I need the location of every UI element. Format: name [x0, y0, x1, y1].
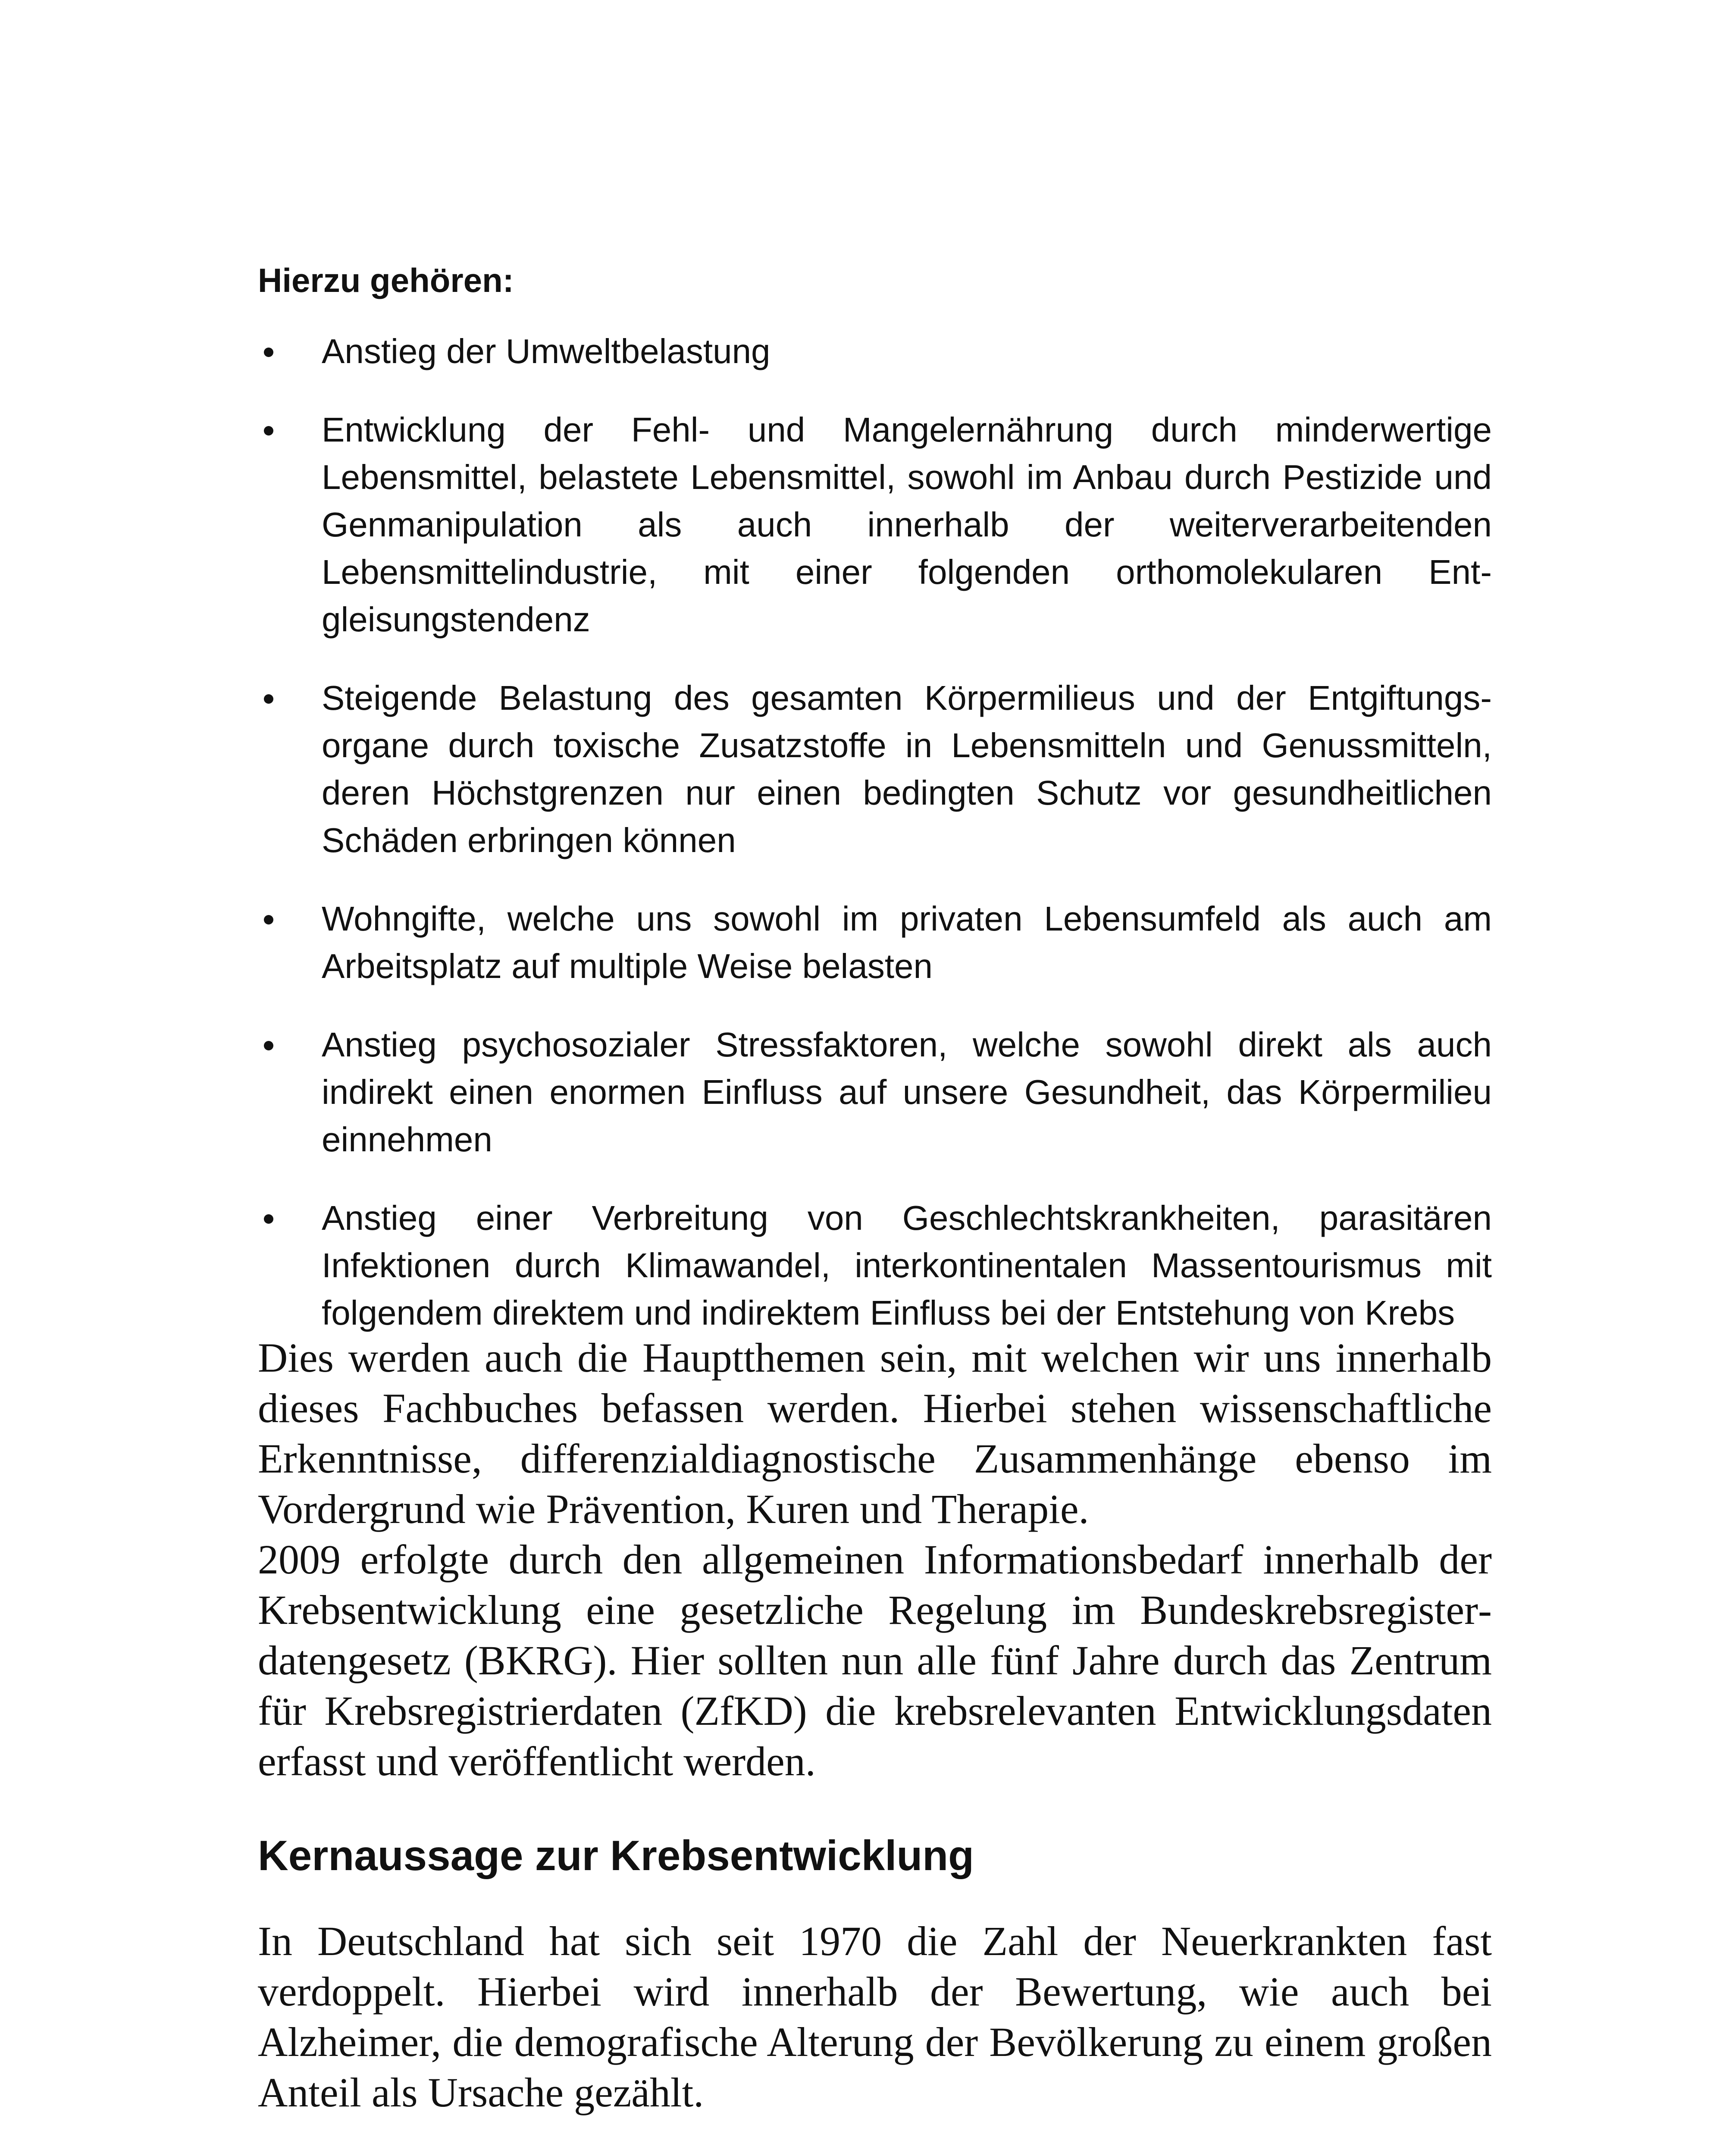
list-item: [258, 895, 1492, 990]
list-item-text: Entwicklung der Fehl- und Mangelernährung durch minderwertige Lebensmittel, belastete Lebensmittel, sowohl im Anbau durch Pestizide und Genmanipulation als auch innerhalb der weiterverarbeitenden Lebensmittelindustrie, mit einer folgenden orthomolekularen Entgleisungstendenz: [322, 411, 1492, 639]
list-heading: Hierzu gehören:: [258, 261, 514, 299]
list-item: [258, 406, 1492, 643]
body-paragraph: Dies werden auch die Hauptthemen sein, mit welchen wir uns innerhalb dieses Fachbuches befassen werden. Hierbei stehen wissenschaftliche Erkenntnisse, differenzialdiagnostische Zusammenhänge ebenso im Vordergrund wie Prävention, Kuren und Therapie.: [258, 1335, 1492, 1532]
bullet-icon: [264, 348, 273, 357]
list-item-text: Wohngifte, welche uns sowohl im privaten Lebensumfeld als auch am Arbeitsplatz auf multiple Weise belasten: [322, 899, 1492, 985]
bullet-icon: [264, 915, 273, 924]
factor-list: [258, 328, 1492, 1337]
bullet-icon: [264, 426, 273, 436]
list-item-text: Anstieg einer Verbreitung von Geschlechtskrankheiten, parasitären Infektionen durch Klimawandel, interkontinentalen Massentourismus mit folgendem direktem und indirektem Einfluss bei der Entstehung von Krebs: [322, 1199, 1492, 1332]
list-item-text: Anstieg psychosozialer Stressfaktoren, welche sowohl direkt als auch indirekt einen enormen Einfluss auf unsere Gesundheit, das Körpermilieu einnehmen: [322, 1025, 1492, 1159]
list-item: [258, 674, 1492, 864]
section-paragraph: In Deutschland hat sich seit 1970 die Zahl der Neuerkrankten fast verdoppelt. Hierbei wird innerhalb der Bewertung, wie auch bei Alzheimer, die demografische Alterung der Bevölkerung zu einem großen Anteil als Ursache gezählt.: [258, 1918, 1492, 2115]
bullet-icon: [264, 694, 273, 704]
bullet-icon: [264, 1214, 273, 1224]
list-item: [258, 328, 1492, 375]
body-paragraph: 2009 erfolgte durch den allgemeinen Informationsbedarf innerhalb der Krebsentwicklung eine gesetzliche Regelung im Bundeskrebsregisterdatengesetz (BKRG). Hier sollten nun alle fünf Jahre durch das Zentrum für Krebsregistrierdaten (ZfKD) die krebsrelevanten Entwicklungsdaten erfasst und veröffentlicht werden.: [258, 1536, 1492, 1784]
bullet-icon: [264, 1041, 273, 1050]
list-item: [258, 1194, 1492, 1337]
list-item: [258, 1021, 1492, 1163]
section-heading: Kernaussage zur Krebsentwicklung: [258, 1832, 974, 1879]
list-item-text: Steigende Belastung des gesamten Körpermilieus und der Entgiftungsorgane durch toxische Zusatzstoffe in Lebensmitteln und Genussmitteln, deren Höchstgrenzen nur einen bedingten Schutz vor gesundheitlichen Schäden erbringen können: [322, 679, 1492, 859]
page-content: [258, 259, 1492, 2118]
list-item-text: Anstieg der Umweltbelastung: [322, 332, 770, 370]
